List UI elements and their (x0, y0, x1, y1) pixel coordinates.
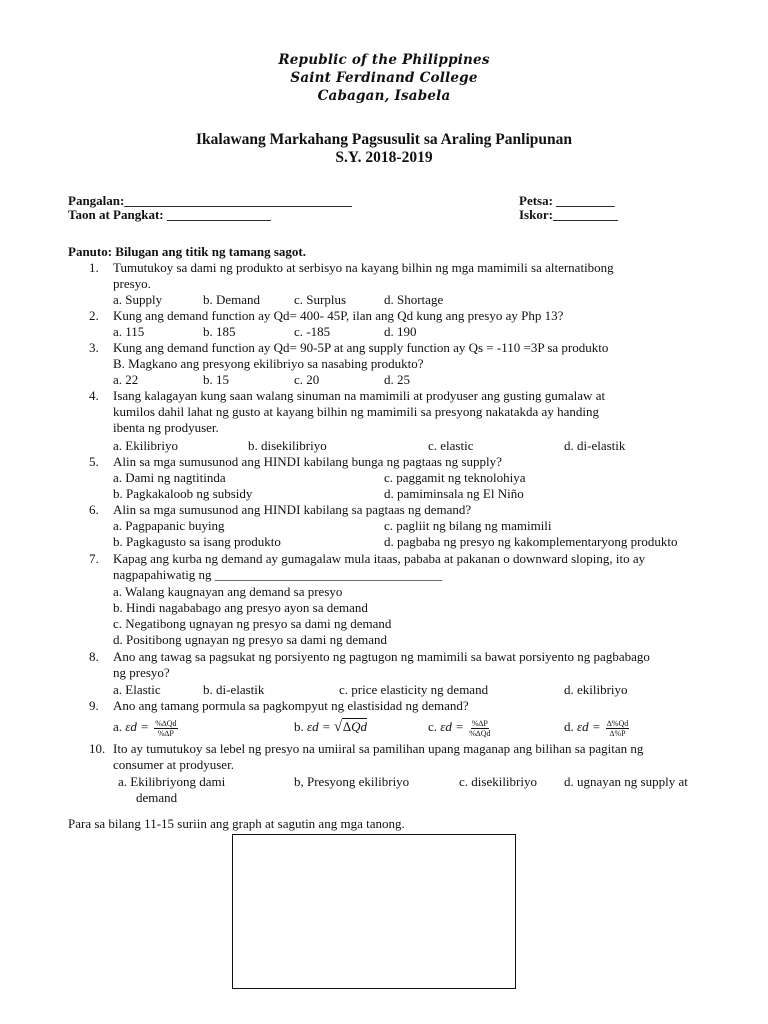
formula-fraction: $\frac{\%\Delta Qd}{\%\Delta P}$ (155, 718, 177, 738)
choice-a: a. Dami ng nagtitinda (113, 470, 226, 485)
question-text: consumer at prodyuser. (113, 757, 234, 772)
choice-c: c. 20 (294, 372, 320, 387)
exam-title: Ikalawang Markahang Pagsusulit sa Araling Panlipunan (196, 131, 572, 148)
question-number: 10. (89, 741, 106, 756)
choice-a: a. Ekilibriyo (113, 438, 178, 453)
question-text: B. Magkano ang presyong ekilibriyo sa nasabing produkto? (113, 356, 424, 371)
choice-c: c. Surplus (294, 292, 346, 307)
question-text: Kung ang demand function ay Qd= 400- 45P, ilan ang Qd kung ang presyo ay Php 13? (113, 308, 564, 323)
choice-b: b. εd = √∆Qd (294, 719, 367, 735)
sqrt-icon: √ (333, 719, 343, 735)
choice-a: a. Pagpapanic buying (113, 518, 225, 533)
choice-b: b. 185 (203, 324, 236, 339)
choice-c: c. Negatibong ugnayan ng presyo sa dami ng demand (113, 616, 392, 631)
question-number: 7. (89, 551, 99, 566)
question-number: 2. (89, 308, 99, 323)
question-number: 3. (89, 340, 99, 355)
question-text: nagpapahiwatig ng ___________________________________ (113, 567, 443, 582)
choice-d: d. 25 (384, 372, 410, 387)
header-republic: Republic of the Philippines (278, 52, 490, 68)
choice-c: c. elastic (428, 438, 474, 453)
choice-a: a. Supply (113, 292, 163, 307)
choice-c: c. paggamit ng teknolohiya (384, 470, 526, 485)
choice-b: b. Demand (203, 292, 261, 307)
choice-b: b. disekilibriyo (248, 438, 327, 453)
choice-d: d. pagbaba ng presyo ng kakomplementaryong produkto (384, 534, 678, 549)
choice-d: d. εd = $\frac{\Delta\%Qd}{\Delta\%P}$ (564, 718, 629, 738)
question-text: Tumutukoy sa dami ng produkto at serbisyo na kayang bilhin ng mga mamimili sa alternatibong (113, 260, 614, 275)
choice-b: b. 15 (203, 372, 229, 387)
question-number: 6. (89, 502, 99, 517)
question-text: Alin sa mga sumusunod ang HINDI kabilang sa pagtaas ng demand? (113, 502, 472, 517)
choice-a: a. εd = $\frac{\%\Delta Qd}{\%\Delta P}$ (113, 718, 177, 738)
question-text: Ito ay tumutukoy sa lebel ng presyo na umiiral sa pamilihan upang maganap ang bilihan sa pagitan ng (113, 741, 644, 756)
question-number: 5. (89, 454, 99, 469)
question-text: Ano ang tamang pormula sa pagkompyut ng elastisidad ng demand? (113, 698, 469, 713)
question-text: Kapag ang kurba ng demand ay gumagalaw mula itaas, pababa at pakanan o downward sloping, ito ay (113, 551, 646, 566)
choice-d: d. ugnayan ng supply at (564, 774, 688, 789)
choice-a: a. Walang kaugnayan ang demand sa presyo (113, 584, 343, 599)
score-field: Iskor:__________ (519, 207, 618, 222)
choice-b: b. Pagkakaloob ng subsidy (113, 486, 253, 501)
choice-a: a. Ekilibriyong dami (118, 774, 226, 789)
question-text: Isang kalagayan kung saan walang sinuman na mamimili at prodyuser ang gusting gumalaw at (113, 388, 606, 403)
choice-d: d. Shortage (384, 292, 444, 307)
choice-c: c. pagliit ng bilang ng mamimili (384, 518, 552, 533)
choice-d: d. pamiminsala ng El Niño (384, 486, 524, 501)
choice-b: b. Pagkagusto sa isang produkto (113, 534, 281, 549)
instructions: Panuto: Bilugan ang titik ng tamang sagot. (68, 244, 307, 259)
question-text: Ano ang tawag sa pagsukat ng porsiyento ng pagtugon ng mamimili sa bawat porsiyento ng pagbabago (113, 649, 650, 664)
date-field: Petsa: _________ (519, 193, 615, 208)
choice-c: c. disekilibriyo (459, 774, 537, 789)
choice-d: d. 190 (384, 324, 417, 339)
choice-c: c. εd = $\frac{\%\Delta P}{\%\Delta Qd}$ (428, 718, 491, 738)
graph-box (232, 834, 516, 989)
choice-b: b, Presyong ekilibriyo (294, 774, 410, 789)
question-text: Kung ang demand function ay Qd= 90-5P at ang supply function ay Qs = -110 =3P sa produkto (113, 340, 609, 355)
formula-lhs: εd = (125, 719, 149, 734)
name-field: Pangalan:___________________________________ (68, 193, 352, 208)
question-number: 1. (89, 260, 99, 275)
formula-lhs: εd = (307, 719, 331, 734)
question-text: ng presyo? (113, 665, 170, 680)
choice-c: c. price elasticity ng demand (339, 682, 489, 697)
choice-d: d. Positibong ugnayan ng presyo sa dami ng demand (113, 632, 388, 647)
choice-a: a. 22 (113, 372, 139, 387)
question-number: 8. (89, 649, 99, 664)
question-text: presyo. (113, 276, 151, 291)
graph-instructions: Para sa bilang 11-15 suriin ang graph at sagutin ang mga tanong. (68, 816, 405, 831)
school-year: S.Y. 2018-2019 (335, 149, 433, 166)
header-college: Saint Ferdinand College (290, 70, 478, 86)
choice-a: a. Elastic (113, 682, 161, 697)
formula-lhs: εd = (440, 719, 464, 734)
formula-lhs: εd = (577, 719, 601, 734)
choice-a: a. 115 (113, 324, 145, 339)
formula-fraction: $\frac{\Delta\%Qd}{\Delta\%P}$ (606, 718, 629, 738)
header-location: Cabagan, Isabela (317, 88, 451, 104)
choice-d: d. ekilibriyo (564, 682, 628, 697)
question-text: Alin sa mga sumusunod ang HINDI kabilang bunga ng pagtaas ng supply? (113, 454, 502, 469)
question-number: 9. (89, 698, 99, 713)
choice-b: b. Hindi nagababago ang presyo ayon sa demand (113, 600, 368, 615)
choice-d-continued: demand (136, 790, 178, 805)
formula-radicand: ∆Qd (343, 719, 367, 734)
formula-fraction: $\frac{\%\Delta P}{\%\Delta Qd}$ (469, 718, 491, 738)
choice-c: c. -185 (294, 324, 331, 339)
question-number: 4. (89, 388, 99, 403)
choice-d: d. di-elastik (564, 438, 626, 453)
year-section-field: Taon at Pangkat: ________________ (68, 207, 271, 222)
choice-b: b. di-elastik (203, 682, 265, 697)
question-text: kumilos dahil lahat ng gusto at kayang bilhin ng mamimili sa presyong nakatakda ay handing (113, 404, 599, 419)
question-text: ibenta ng prodyuser. (113, 420, 219, 435)
